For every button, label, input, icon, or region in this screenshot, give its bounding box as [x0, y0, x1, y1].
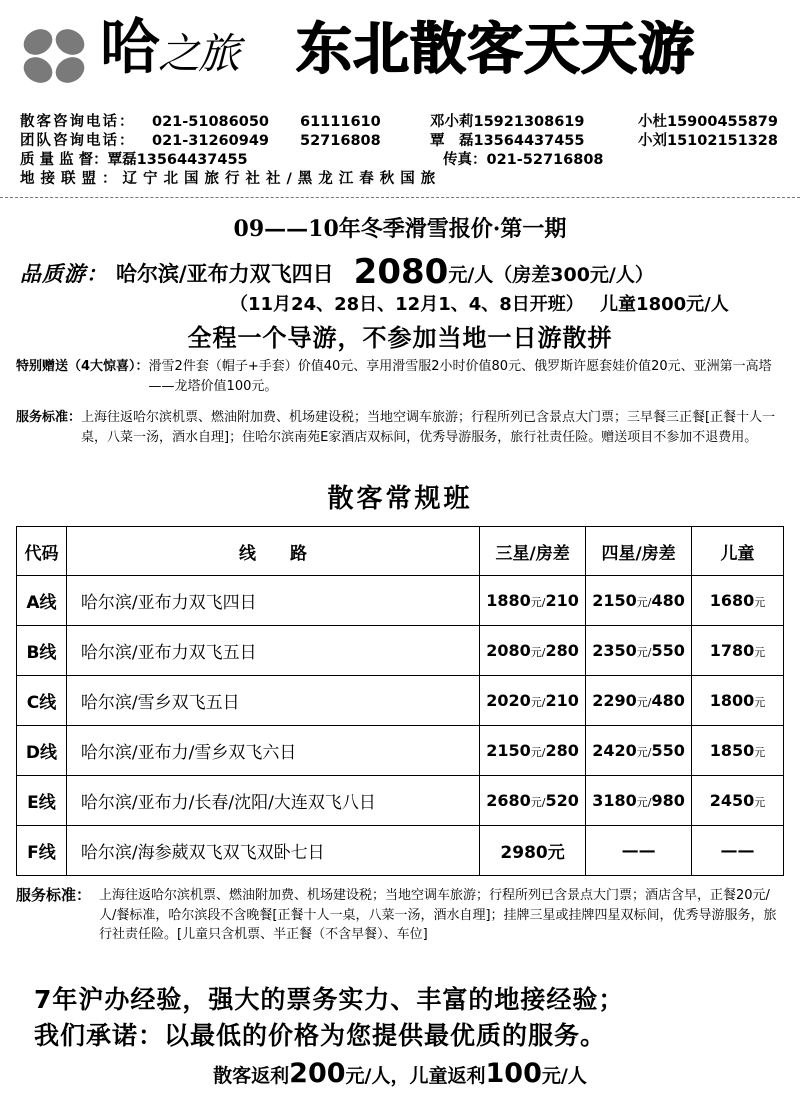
- child-price: 1850元: [692, 726, 784, 776]
- col-three-star: 三星/房差: [480, 527, 586, 576]
- three-star-price: 2020元/210: [480, 676, 586, 726]
- route-name: 哈尔滨/亚布力双飞四日: [66, 576, 479, 626]
- route-name: 哈尔滨/雪乡双飞五日: [66, 676, 479, 726]
- three-star-price: 2080元/280: [480, 626, 586, 676]
- four-star-price: 2350元/550: [586, 626, 692, 676]
- contact-row-group: 团队咨询电话： 021-31260949 52716808 覃 磊13564437455 小刘15102151328: [20, 133, 778, 149]
- table-header-row: [17, 527, 784, 576]
- table-row: [17, 826, 784, 876]
- divider: [0, 197, 800, 198]
- three-star-price: 2150元/280: [480, 726, 586, 776]
- contact-block: [20, 113, 790, 189]
- featured-unit: 元/人（房差300元/人）: [448, 264, 654, 286]
- featured-dates: （11月24、28日、12月1、4、8日开班）: [230, 294, 584, 315]
- table-row: [17, 676, 784, 726]
- route-name: 哈尔滨/亚布力/长春/沈阳/大连双飞八日: [66, 776, 479, 826]
- three-star-price: 2680元/520: [480, 776, 586, 826]
- adult-rebate: 200: [289, 1058, 346, 1089]
- child-price: 1800元: [692, 676, 784, 726]
- route-name: 哈尔滨/海参葳双飞双飞双卧七日: [66, 826, 479, 876]
- route-code: D线: [17, 726, 67, 776]
- featured-tag: 品质游：: [20, 262, 108, 286]
- gift-label: 特别赠送（4大惊喜）：: [16, 359, 149, 374]
- col-code: 代码: [17, 527, 67, 576]
- section-title: 散客常规班: [327, 484, 473, 514]
- four-star-price: 2420元/550: [586, 726, 692, 776]
- fax: 传真：021-52716808: [443, 152, 604, 168]
- route-code: C线: [17, 676, 67, 726]
- gift-section: [16, 357, 786, 397]
- child-price: ——: [692, 826, 784, 876]
- three-star-price: 2980元: [480, 826, 586, 876]
- service-text: 上海往返哈尔滨机票、燃油附加费、机场建设税；当地空调车旅游；行程所列已含景点大门票；三早餐三正餐[正餐十人一桌，八菜一汤，酒水自理]；住哈尔滨南苑E家酒店双标间，优秀导游服务，旅行社责任险。赠送项目不参加不退费用。: [81, 410, 776, 445]
- service-section-1: [16, 408, 786, 448]
- service-text: 上海往返哈尔滨机票、燃油附加费、机场建设税；当地空调车旅游；行程所列已含景点大门票；酒店含早，正餐20元/人/餐标准，哈尔滨段不含晚餐[正餐十人一桌，八菜一汤，酒水自理]；挂牌三星或挂牌四星双标间，优秀导游服务，旅行社责任险。[儿童只含机票、半正餐（不含早餐）、车位]: [99, 888, 777, 942]
- route-name: 哈尔滨/亚布力/雪乡双飞六日: [66, 726, 479, 776]
- child-price: 2450元: [692, 776, 784, 826]
- four-star-price: 3180元/980: [586, 776, 692, 826]
- four-star-price: ——: [586, 826, 692, 876]
- slogan-line-2: 我们承诺：以最低的价格为您提供最优质的服务。: [34, 1021, 607, 1050]
- featured-dates-line: [230, 290, 729, 316]
- three-star-price: 1880元/210: [480, 576, 586, 626]
- table-row: [17, 726, 784, 776]
- contact-row-individual: 散客咨询电话： 021-51086050 61111610 邓小莉15921308619 小杜15900455879: [20, 114, 778, 130]
- slogan-bottom: [34, 982, 624, 1054]
- col-four-star: 四星/房差: [586, 527, 692, 576]
- supervision-row: [20, 151, 790, 170]
- service-section-2: [16, 886, 786, 945]
- brand-subtitle: 之旅: [158, 29, 239, 78]
- table-row: [17, 626, 784, 676]
- featured-route: 哈尔滨/亚布力双飞四日: [116, 262, 334, 286]
- route-code: A线: [17, 576, 67, 626]
- route-code: B线: [17, 626, 67, 676]
- route-code: F线: [17, 826, 67, 876]
- service-label: 服务标准：: [16, 410, 82, 425]
- featured-line: [20, 252, 654, 292]
- table-row: [17, 776, 784, 826]
- col-child: 儿童: [692, 527, 784, 576]
- gift-text: 滑雪2件套（帽子+手套）价值40元、享用滑雪服2小时价值80元、俄罗斯许愿套娃价值20元、亚洲第一高塔——龙塔价值100元。: [148, 359, 772, 394]
- price-table: [16, 526, 784, 876]
- rebate-line: 散客返利200元/人，儿童返利100元/人: [213, 1058, 587, 1089]
- table-body: [17, 576, 784, 876]
- child-price: 1780元: [692, 626, 784, 676]
- service-label: 服务标准：: [16, 886, 92, 904]
- slogan-top: 全程一个导游，不参加当地一日游散拼: [187, 324, 613, 352]
- supervision: 质 量 监 督：覃磊13564437455: [20, 152, 248, 168]
- featured-price: 2080: [353, 252, 449, 292]
- alliance: 地接联盟：辽宁北国旅行社社/黑龙江春秋国旅: [20, 171, 442, 187]
- child-rebate: 100: [485, 1058, 542, 1089]
- child-price: 1680元: [692, 576, 784, 626]
- col-route: 线 路: [66, 527, 479, 576]
- four-star-price: 2150元/480: [586, 576, 692, 626]
- headline: 东北散客天天游: [296, 17, 695, 82]
- route-code: E线: [17, 776, 67, 826]
- clover-logo-icon: [20, 22, 88, 90]
- brand-name: 哈之旅: [100, 13, 239, 83]
- table-row: [17, 576, 784, 626]
- route-name: 哈尔滨/亚布力双飞五日: [66, 626, 479, 676]
- four-star-price: 2290元/480: [586, 676, 692, 726]
- slogan-line-1: 7年沪办经验，强大的票务实力、丰富的地接经验；: [34, 985, 625, 1014]
- featured-child-price: 儿童1800元/人: [600, 294, 729, 315]
- season-title: 09——10年冬季滑雪报价·第一期: [233, 216, 567, 242]
